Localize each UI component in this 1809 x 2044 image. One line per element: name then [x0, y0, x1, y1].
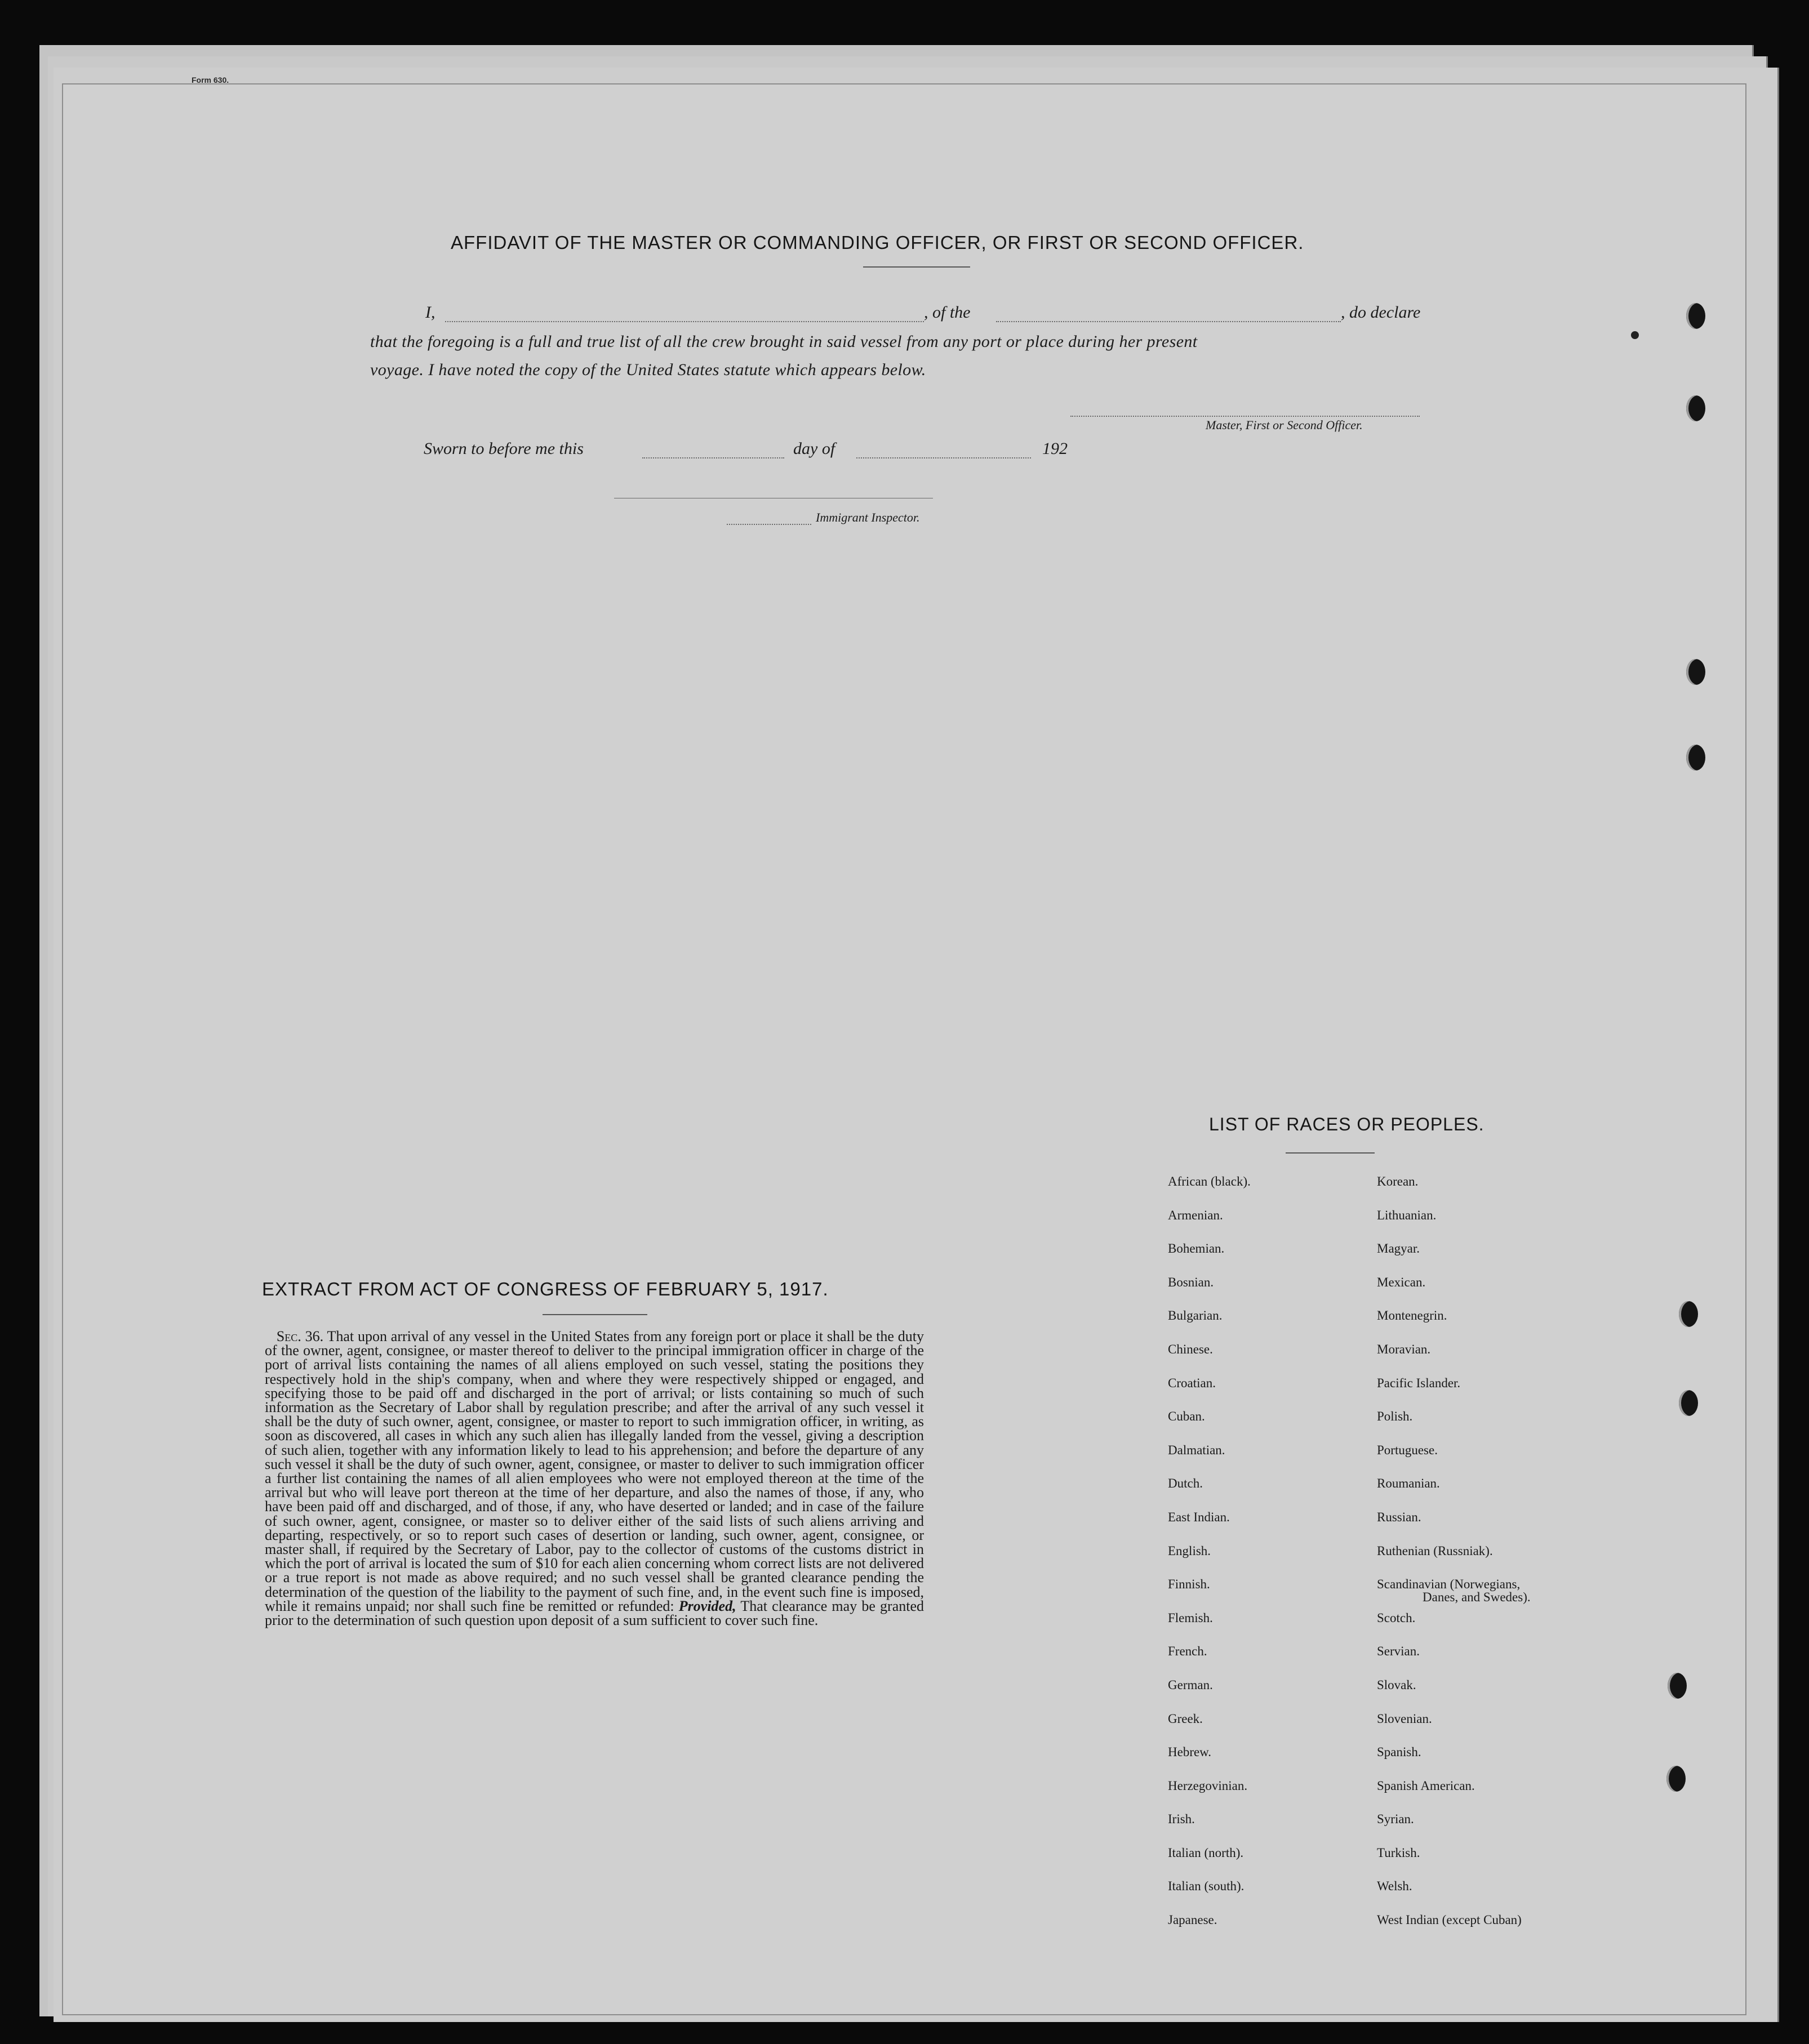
declare-suffix: , do declare [1341, 303, 1421, 322]
races-title: LIST OF RACES OR PEOPLES. [1209, 1114, 1484, 1134]
race-item: Ruthenian (Russniak). [1377, 1543, 1493, 1558]
races-title-rule [1286, 1152, 1375, 1154]
race-item: Armenian. [1168, 1208, 1223, 1222]
punch-hole [1668, 1673, 1687, 1699]
race-item: Roumanian. [1377, 1476, 1440, 1491]
race-item: Scotch. [1377, 1610, 1416, 1625]
race-item: Italian (south). [1168, 1879, 1244, 1894]
race-item-continuation: Danes, and Swedes). [1423, 1590, 1531, 1604]
race-item: French. [1168, 1644, 1207, 1659]
section-label: Sec. 36. [276, 1328, 324, 1344]
race-item: Dalmatian. [1168, 1442, 1225, 1457]
race-item: Chinese. [1168, 1342, 1213, 1356]
sworn-month-blank [856, 457, 1031, 458]
punch-hole [1679, 1301, 1698, 1327]
race-item: Japanese. [1168, 1913, 1217, 1927]
affidavit-line-3: voyage. I have noted the copy of the United States statute which appears below. [370, 360, 926, 379]
race-item: Croatian. [1168, 1375, 1216, 1390]
race-item: Scandinavian (Norwegians, [1377, 1577, 1521, 1592]
race-item: Slovenian. [1377, 1711, 1432, 1726]
race-item: Polish. [1377, 1409, 1413, 1424]
race-item: Bulgarian. [1168, 1308, 1223, 1323]
race-item: Spanish American. [1377, 1778, 1475, 1793]
extract-body [265, 1329, 924, 1627]
sworn-day-blank [642, 457, 784, 458]
race-item: Korean. [1377, 1174, 1419, 1188]
inspector-signature-blank [727, 524, 811, 525]
extract-title: EXTRACT FROM ACT OF CONGRESS OF FEBRUARY 5, 1917. [262, 1279, 829, 1299]
race-item: Servian. [1377, 1644, 1420, 1659]
sworn-day-of: day of [793, 439, 835, 458]
race-item: Spanish. [1377, 1745, 1421, 1760]
declarant-prefix: I, [425, 303, 435, 322]
race-item: Hebrew. [1168, 1745, 1212, 1760]
officer-signature-caption: Master, First or Second Officer. [1206, 418, 1363, 432]
punch-hole [1686, 395, 1705, 421]
inspector-caption: Immigrant Inspector. [816, 510, 920, 524]
race-item: Montenegrin. [1377, 1308, 1447, 1323]
race-item: Magyar. [1377, 1241, 1420, 1256]
affidavit-title-rule [863, 266, 970, 268]
affidavit-title: AFFIDAVIT OF THE MASTER OR COMMANDING OFFICER, OR FIRST OR SECOND OFFICER. [451, 232, 1304, 253]
races-column-1 [1168, 1174, 1251, 1947]
races-column-2 [1377, 1174, 1522, 1947]
race-item: Portuguese. [1377, 1442, 1438, 1457]
punch-hole [1686, 659, 1705, 685]
race-item: Cuban. [1168, 1409, 1205, 1424]
race-item: Syrian. [1377, 1812, 1414, 1827]
section-text: That upon arrival of any vessel in the United States from any foreign port or place it shall be the duty of the owner, agent, consignee, or master thereof to deliver to the principal immigration officer in charge of the port of arrival lists containing the names of all aliens employed on such vessel, stating the positions they respectively hold in the ship's company, when and where they were respectively shipped or engaged, and specifying those to be paid off and discharged in the port of arrival; or lists containing so much of such information as the Secretary of Labor shall by regulation prescribe; and after the arrival of any such vessel it shall be the duty of such owner, agent, consignee, or master to report to such immigration officer, in writing, as soon as discovered, all cases in which any such alien has illegally landed from the vessel, giving a description of such alien, together with any information likely to lead to his apprehension; and before the departure of any such vessel it shall be the duty of such owner, agent, consignee, or master to deliver to such immigration officer a further list containing the names of all alien employees who were not employed thereon at the time of the arrival but who will leave port thereon at the time of her departure, and also the names of those, if any, who have been paid off and discharged, and of those, if any, who have deserted or landed; and in case of the failure of such owner, agent, consignee, or master so to deliver either of the said lists of such aliens arriving and departing, respectively, or so to report such cases of desertion or landing, such owner, agent, consignee, or master shall, if required by the Secretary of Labor, pay to the collector of customs of the customs district in which the port of arrival is located the sum of $10 for each alien concerning whom correct lists are not delivered or a true report is not made as above required; and no such vessel shall be granted clearance pending the determination of the question of the liability to the payment of such fine, and, in the event such fine is imposed, while it remains unpaid; nor shall such fine be remitted or refunded: [265, 1328, 924, 1614]
race-item: Greek. [1168, 1711, 1203, 1726]
race-item: Welsh. [1377, 1879, 1412, 1894]
race-item: West Indian (except Cuban) [1377, 1913, 1522, 1927]
punch-hole [1679, 1390, 1698, 1416]
race-item: Turkish. [1377, 1845, 1420, 1860]
officer-signature-blank [1070, 416, 1420, 417]
race-item: Italian (north). [1168, 1845, 1244, 1860]
vessel-name-blank [996, 321, 1341, 322]
race-item: Russian. [1377, 1509, 1421, 1524]
race-item: English. [1168, 1543, 1211, 1558]
race-item: Dutch. [1168, 1476, 1203, 1491]
affidavit-line-2: that the foregoing is a full and true list of all the crew brought in said vessel from any port or place during her present [370, 332, 1198, 351]
race-item: Moravian. [1377, 1342, 1431, 1356]
race-item: Slovak. [1377, 1677, 1416, 1692]
vessel-prefix: , of the [924, 303, 971, 322]
race-item: Flemish. [1168, 1610, 1213, 1625]
punch-hole [1666, 1766, 1686, 1792]
section-text-end: That clearance may be granted prior to the determination of such question upon deposit of a sum sufficient to cover such fine. [265, 1597, 924, 1629]
race-item: Mexican. [1377, 1275, 1426, 1289]
race-item: Herzegovinian. [1168, 1778, 1248, 1793]
race-item: Irish. [1168, 1812, 1195, 1827]
race-item: African (black). [1168, 1174, 1251, 1188]
race-item: German. [1168, 1677, 1213, 1692]
provided-label: Provided, [678, 1597, 736, 1614]
race-item: Finnish. [1168, 1577, 1210, 1592]
race-item: Bosnian. [1168, 1275, 1214, 1289]
form-number: Form 630. [192, 75, 229, 84]
punch-hole [1686, 303, 1705, 329]
race-item: Lithuanian. [1377, 1208, 1437, 1222]
race-item: Bohemian. [1168, 1241, 1225, 1256]
ink-blot [1631, 331, 1639, 339]
race-item: Pacific Islander. [1377, 1375, 1461, 1390]
punch-hole [1686, 745, 1705, 771]
sworn-year: 192 [1042, 439, 1068, 458]
extract-title-rule [543, 1314, 647, 1315]
race-item: East Indian. [1168, 1509, 1230, 1524]
sworn-prefix: Sworn to before me this [424, 439, 584, 458]
declarant-name-blank [445, 321, 924, 322]
